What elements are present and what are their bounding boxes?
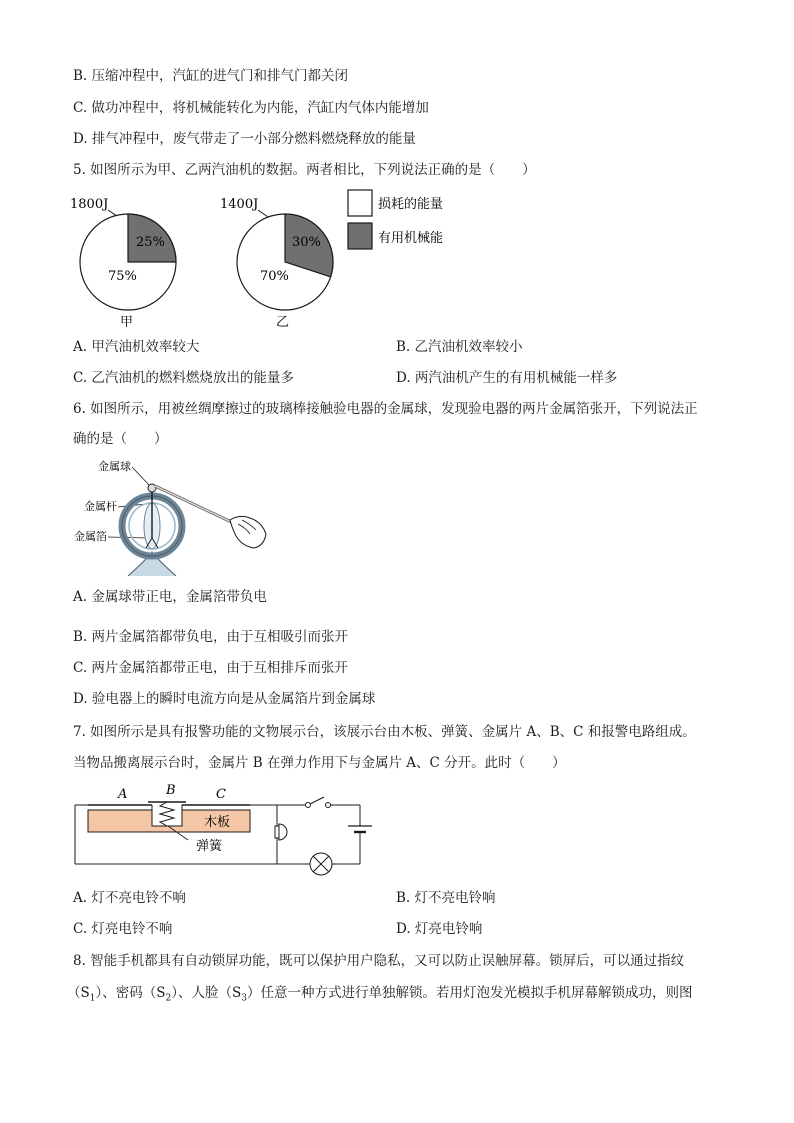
q8-text-1: （S [67,985,90,1001]
pie-1-loss-label: 75% [108,269,137,284]
option-4c: C. 做功冲程中，将机械能转化为内能，汽缸内气体内能增加 [73,100,429,116]
label-spring: 弹簧 [196,839,223,854]
option-6d: D. 验电器上的瞬时电流方向是从金属箔片到金属球 [73,691,376,707]
q8-text-2: ）、密码（S [95,985,166,1001]
question-6-stem-line1: 6. 如图所示，用被丝绸摩擦过的玻璃棒接触验电器的金属球，发现验电器的两片金属箔张开，下列说法正 [73,401,698,417]
label-board: 木板 [204,815,231,830]
figure-6-electroscope [70,456,280,581]
figure-5-pie-charts [60,188,480,338]
q8-sub-1: 1 [89,993,96,1004]
option-5c: C. 乙汽油机的燃料燃烧放出的能量多 [73,370,294,386]
option-5a: A. 甲汽油机效率较大 [73,339,200,355]
option-6b: B. 两片金属箔都带负电，由于互相吸引而张开 [73,629,349,645]
option-5d: D. 两汽油机产生的有用机械能一样多 [396,370,618,386]
question-7-stem-line2: 当物品搬离展示台时，金属片 B 在弹力作用下与金属片 A、C 分开。此时（ ） [73,755,566,771]
figure-7-alarm-circuit [70,782,390,882]
q8-sub-2: 2 [165,993,172,1004]
label-metal-foil: 金属箔 [74,530,107,543]
option-5b: B. 乙汽油机效率较小 [396,339,523,355]
question-6-stem-line2: 确的是（ ） [73,431,168,447]
pie-2-useful-label: 30% [292,235,321,250]
legend-useful-label: 有用机械能 [378,231,444,246]
label-a: A [118,787,128,802]
pie-2-loss-label: 70% [260,269,289,284]
pie-1-total: 1800J [70,197,109,212]
q8-text-4: ）任意一种方式进行单独解锁。若用灯泡发光模拟手机屏幕解锁成功，则图 [246,985,693,1001]
option-4d: D. 排气冲程中，废气带走了一小部分燃料燃烧释放的能量 [73,131,416,147]
pie-2-total: 1400J [220,197,259,212]
option-7a: A. 灯不亮电铃不响 [73,890,186,906]
option-7c: C. 灯亮电铃不响 [73,921,173,937]
option-7b: B. 灯不亮电铃响 [396,890,496,906]
legend-loss-swatch [348,190,372,216]
option-6a: A. 金属球带正电，金属箔带负电 [73,589,267,605]
question-7-stem-line1: 7. 如图所示是具有报警功能的文物展示台，该展示台由木板、弹簧、金属片 A、B、C 和报警电路组成。 [73,724,696,740]
question-5-stem: 5. 如图所示为甲、乙两汽油机的数据。两者相比，下列说法正确的是（ ） [73,162,536,178]
question-8-stem-line2 [67,984,692,1008]
q8-sub-3: 3 [241,993,247,1004]
q8-text-3: ）、人脸（S [171,985,242,1001]
label-metal-rod: 金属杆 [84,500,117,513]
pie-1-useful-label: 25% [136,235,165,250]
label-b: B [166,783,176,798]
label-c: C [216,787,226,802]
pie-2-caption: 乙 [276,315,290,330]
option-6c: C. 两片金属箔都带正电，由于互相排斥而张开 [73,660,348,676]
legend-loss-label: 损耗的能量 [378,197,444,212]
option-4b: B. 压缩冲程中，汽缸的进气门和排气门都关闭 [73,68,349,84]
label-metal-ball: 金属球 [98,460,131,473]
question-8-stem-line1: 8. 智能手机都具有自动锁屏功能，既可以保护用户隐私，又可以防止误触屏幕。锁屏后，可以通过指纹 [73,953,685,969]
option-7d: D. 灯亮电铃响 [396,921,483,937]
legend-useful-swatch [348,223,372,249]
pie-1-caption: 甲 [120,315,134,330]
